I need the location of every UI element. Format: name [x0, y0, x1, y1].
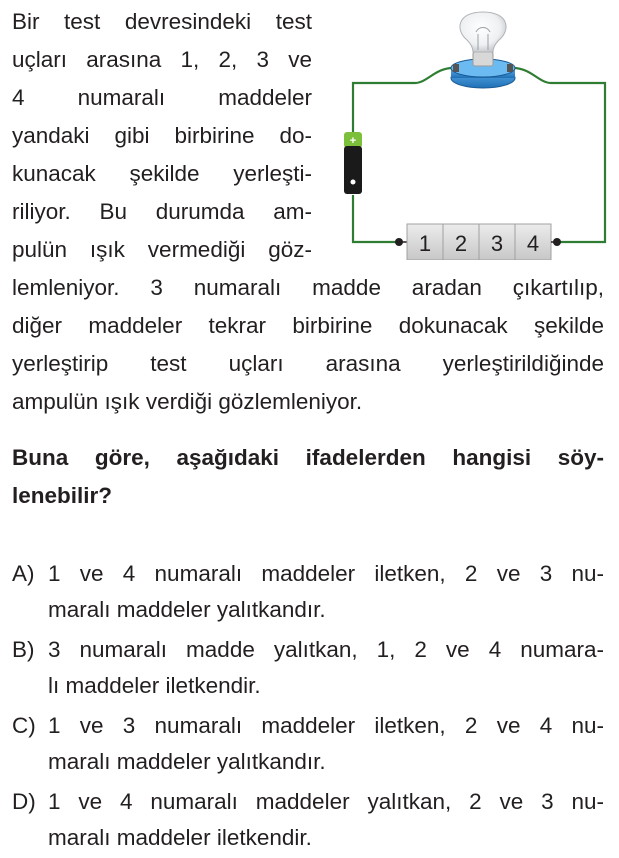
- option-a-line-1: 1 ve 4 numaralı maddeler iletken, 2 ve 3 nu-: [48, 561, 604, 586]
- intro-line-7: pulün ışık vermediği göz-: [12, 237, 312, 262]
- option-d-line-1: 1 ve 4 numaralı maddeler yalıtkan, 2 ve 3 nu-: [48, 789, 604, 814]
- option-c-line-2: maralı maddeler yalıtkandır.: [48, 749, 326, 774]
- wire-battery-bottom: [353, 195, 399, 242]
- test-circuit-diagram: [335, 10, 610, 260]
- option-a-letter: A): [12, 561, 35, 586]
- battery-icon: [344, 132, 362, 194]
- question-line-2: lenebilir?: [12, 483, 113, 508]
- intro-line-9: diğer maddeler tekrar birbirine dokunacak şekilde: [12, 313, 604, 338]
- option-c-line-1: 1 ve 3 numaralı maddeler iletken, 2 ve 4 nu-: [48, 713, 604, 738]
- material-label-4: 4: [526, 231, 540, 256]
- intro-line-8: lemleniyor. 3 numaralı madde aradan çıkartılıp,: [12, 275, 604, 300]
- question-line-1: Buna göre, aşağıdaki ifadelerden hangisi söy-: [12, 445, 604, 470]
- wire-right: [513, 68, 605, 242]
- material-label-3: 3: [490, 231, 504, 256]
- option-b-line-1: 3 numaralı madde yalıtkan, 1, 2 ve 4 numara-: [48, 637, 604, 662]
- intro-line-6: riliyor. Bu durumda am-: [12, 199, 312, 224]
- wire-left: [353, 68, 453, 147]
- material-label-2: 2: [454, 231, 468, 256]
- option-d-line-2: maralı maddeler iletkendir.: [48, 825, 312, 850]
- intro-line-4: yandaki gibi birbirine do-: [12, 123, 312, 148]
- intro-line-1: Bir test devresindeki test: [12, 9, 312, 34]
- intro-line-10: yerleştirip test uçları arasına yerleştirildiğinde: [12, 351, 604, 376]
- option-a-line-2: maralı maddeler yalıtkandır.: [48, 597, 326, 622]
- intro-line-2: uçları arasına 1, 2, 3 ve: [12, 47, 312, 72]
- option-b-letter: B): [12, 637, 35, 662]
- option-d-letter: D): [12, 789, 36, 814]
- option-b-line-2: lı maddeler iletkendir.: [48, 673, 261, 698]
- intro-line-5: kunacak şekilde yerleşti-: [12, 161, 312, 186]
- material-label-1: 1: [418, 231, 432, 256]
- material-blocks: [395, 224, 561, 260]
- battery-plus-label: +: [349, 135, 357, 147]
- option-c-letter: C): [12, 713, 36, 738]
- intro-line-11: ampulün ışık verdiği gözlemleniyor.: [12, 389, 363, 414]
- light-bulb-icon: [451, 12, 515, 88]
- intro-line-3: 4 numaralı maddeler: [12, 85, 312, 110]
